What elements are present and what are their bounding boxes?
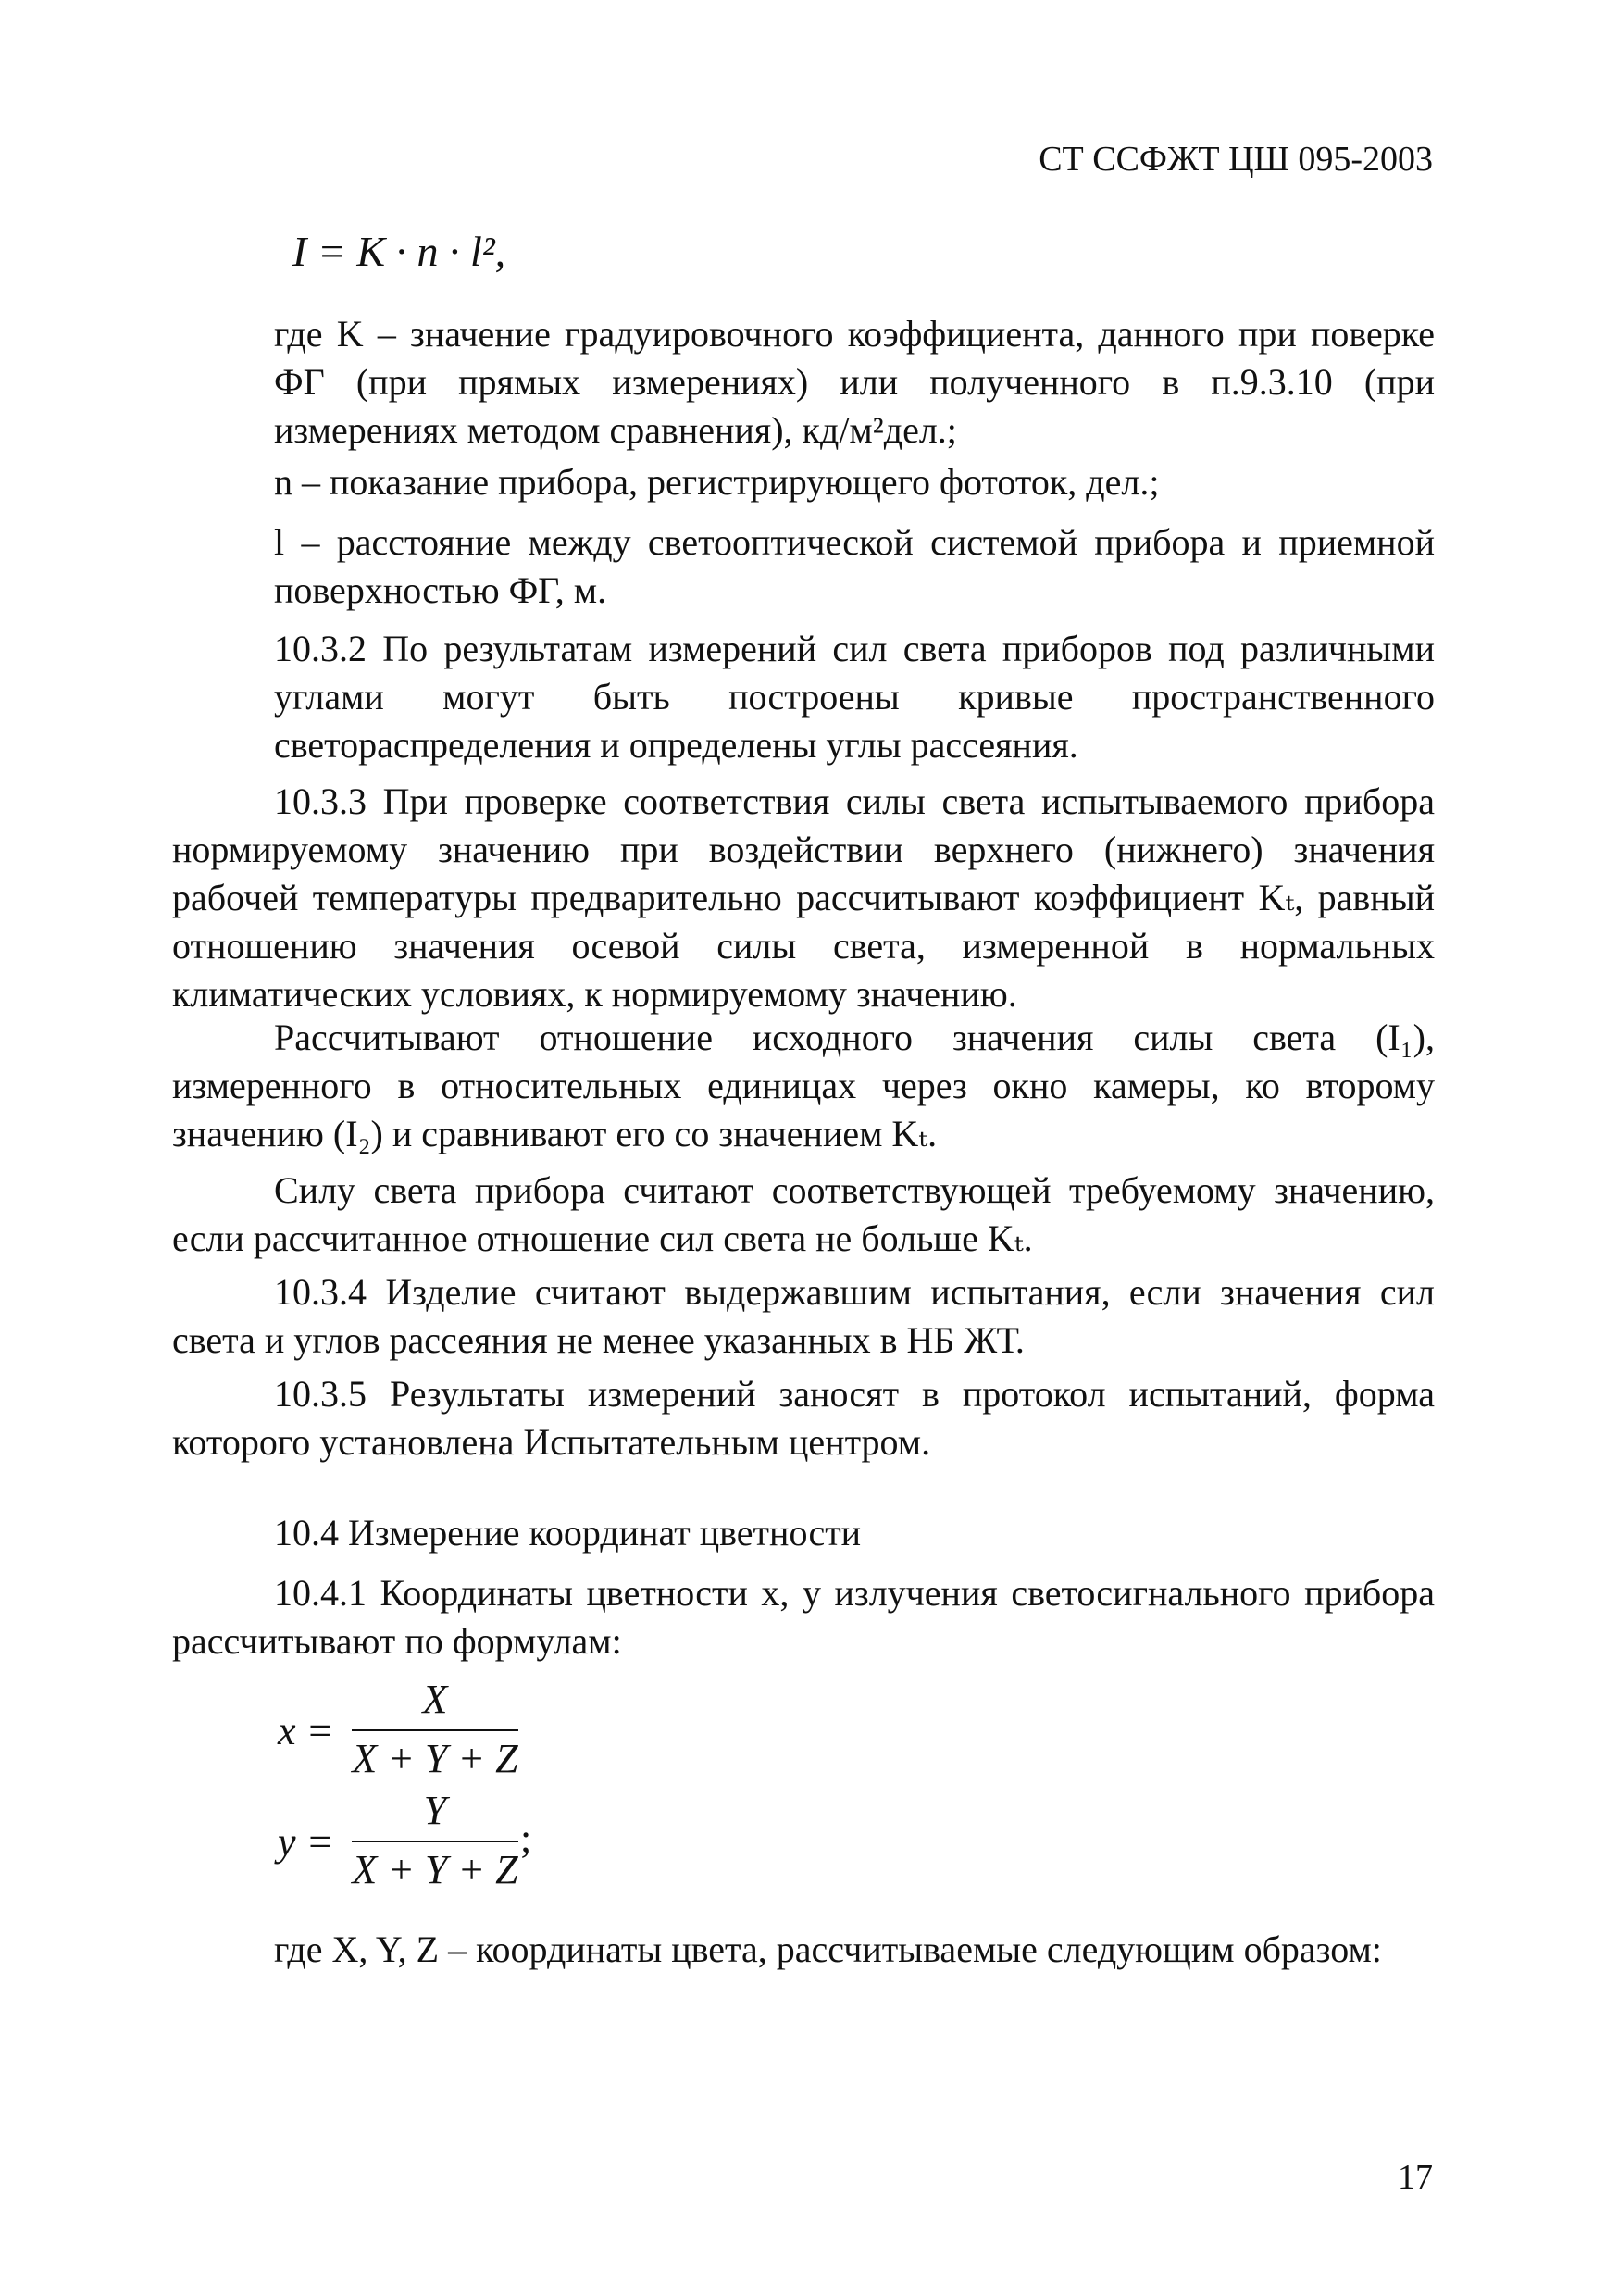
paragraph-color-coordinates: где X, Y, Z – координаты цвета, рассчитываемые следующим образом:	[274, 1928, 1382, 1970]
page-number: 17	[1398, 2158, 1433, 2197]
document-header: СТ ССФЖТ ЦШ 095-2003	[1039, 140, 1433, 179]
section-heading-10-4: 10.4 Измерение координат цветности	[274, 1512, 862, 1554]
formula-y-denominator: X + Y + Z	[352, 1847, 518, 1892]
paragraph-10-3-3: 10.3.3 При проверке соответствия силы света испытываемого прибора нормируемому значению при воздействии верхнего (нижнего) значения рабочей температуры предварительно рассчитывают коэффициент Kₜ, равный отношению значения осевой силы света, измеренной в нормальных климатических условиях, к нормируемому значению.	[172, 780, 1435, 1015]
formula-y-lhs: y =	[278, 1819, 334, 1865]
paragraph-ratio: Рассчитывают отношение исходного значения силы света (I₁), измеренного в относительных единицах через окно камеры, ко второму значению (I₂) и сравнивают его со значением Kₜ.	[172, 1017, 1435, 1154]
paragraph-10-3-4: 10.3.4 Изделие считают выдержавшим испытания, если значения сил света и углов рассеяния не менее указанных в НБ ЖТ.	[172, 1271, 1435, 1361]
formula-light-intensity: I = K · n · l²,	[292, 228, 506, 275]
formula-y-numerator: Y	[423, 1788, 447, 1833]
paragraph-definition-k: где K – значение градуировочного коэффициента, данного при поверке ФГ (при прямых измерениях) или полученного в п.9.3.10 (при измерениях методом сравнения), кд/м²дел.;	[274, 313, 1435, 451]
formula-y	[278, 1787, 574, 1898]
formula-x	[278, 1676, 555, 1787]
fraction-bar	[352, 1841, 518, 1842]
formula-x-denominator: X + Y + Z	[352, 1736, 518, 1781]
paragraph-10-3-5: 10.3.5 Результаты измерений заносят в протокол испытаний, форма которого установлена Испытательным центром.	[172, 1373, 1435, 1463]
fraction-bar	[352, 1729, 518, 1731]
paragraph-compliance: Силу света прибора считают соответствующей требуемому значению, если рассчитанное отношение сил света не больше Kₜ.	[172, 1169, 1435, 1259]
paragraph-10-4-1: 10.4.1 Координаты цветности x, y излучения светосигнального прибора рассчитывают по формулам:	[172, 1572, 1435, 1662]
paragraph-10-3-2: 10.3.2 По результатам измерений сил света приборов под различными углами могут быть построены кривые пространственного светораспределения и определены углы рассеяния.	[274, 628, 1435, 766]
formula-y-semicolon: ;	[520, 1816, 532, 1861]
paragraph-definition-l: l – расстояние между светооптической системой прибора и приемной поверхностью ФГ, м.	[274, 521, 1435, 611]
formula-x-lhs: x =	[278, 1708, 334, 1753]
formula-x-numerator: X	[422, 1677, 448, 1722]
paragraph-definition-n: n – показание прибора, регистрирующего фототок, дел.;	[274, 461, 1160, 503]
